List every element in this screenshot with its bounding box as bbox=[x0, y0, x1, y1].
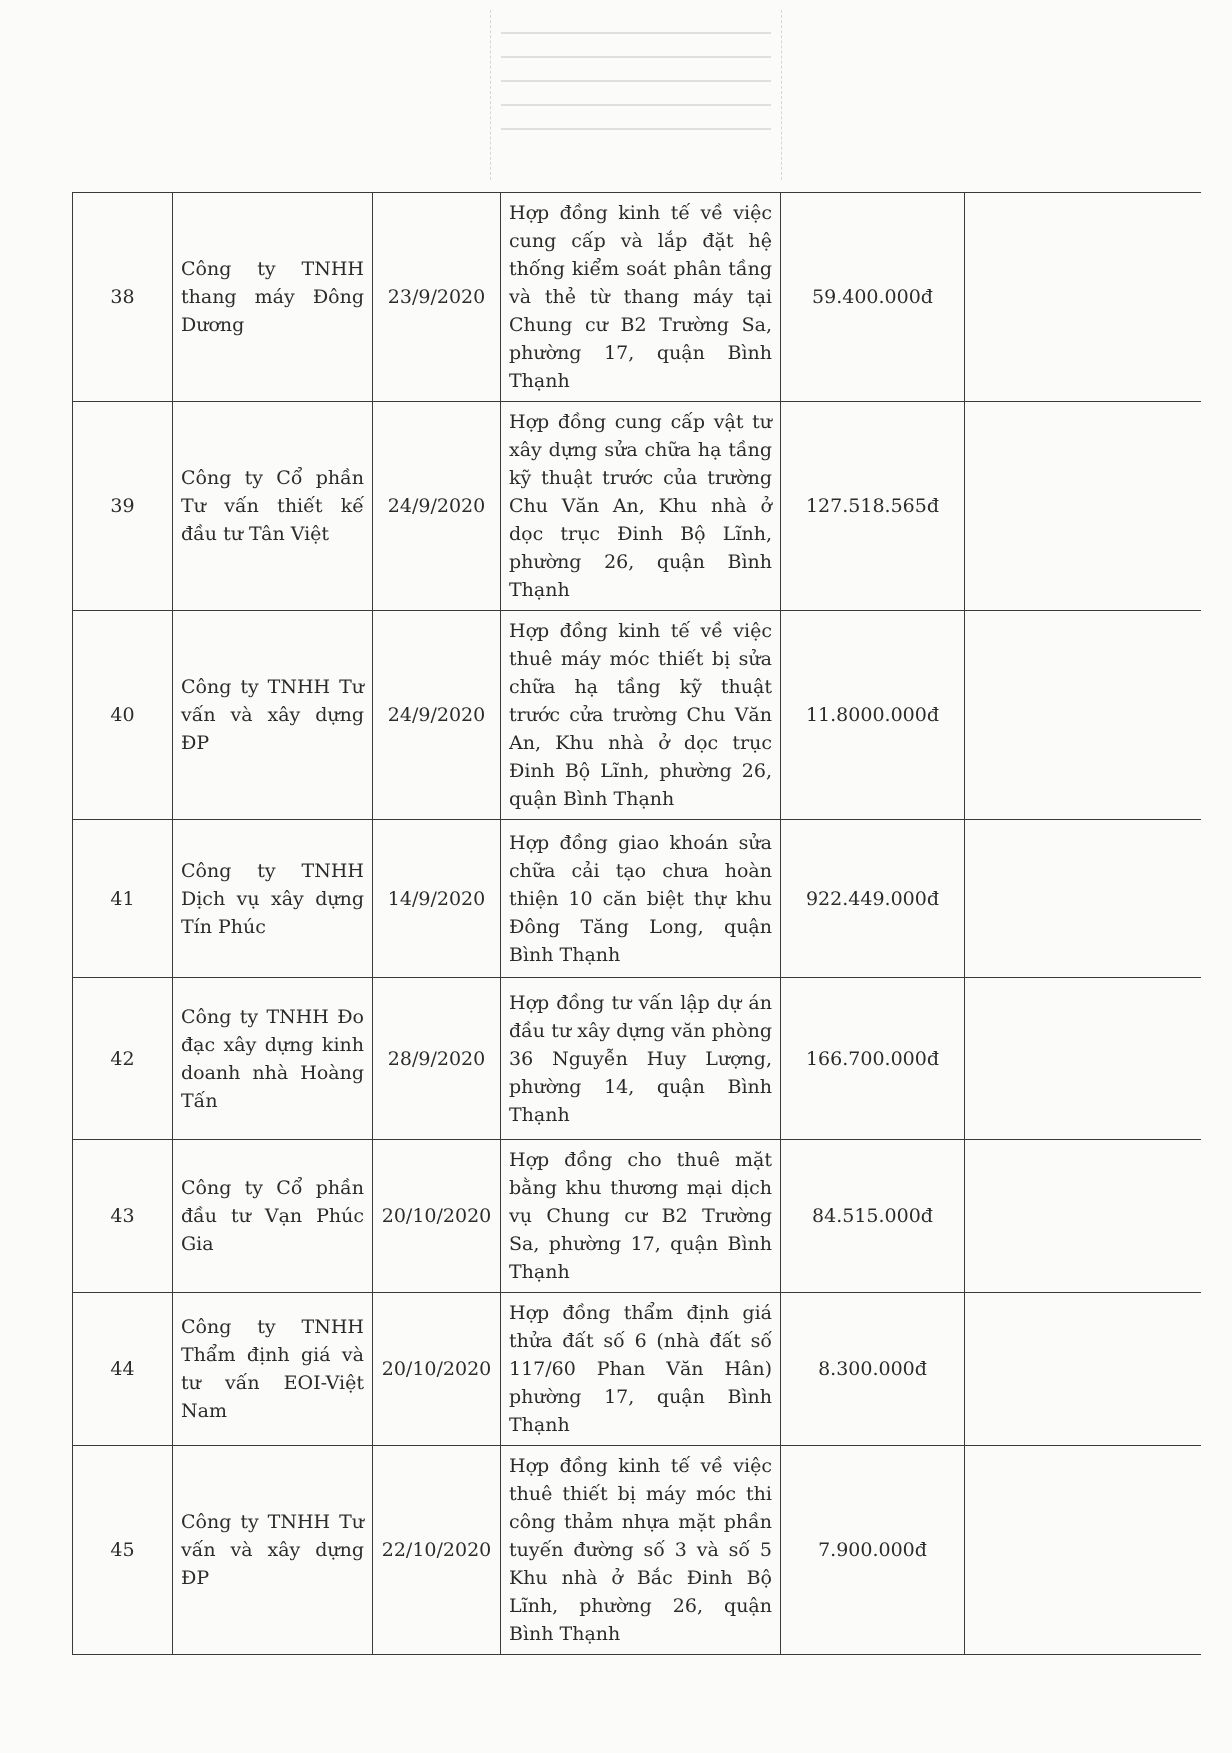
table-row bbox=[73, 1140, 1201, 1293]
contract-description: Hợp đồng kinh tế về việc thuê máy móc thiết bị sửa chữa hạ tầng kỹ thuật trước cửa trường Chu Văn An, Khu nhà ở dọc trục Đinh Bộ Lĩnh, phường 26, quận Bình Thạnh bbox=[501, 611, 781, 820]
bleed-through-text bbox=[490, 10, 782, 180]
note-cell bbox=[965, 193, 1201, 402]
contract-date: 14/9/2020 bbox=[373, 820, 501, 978]
contract-description: Hợp đồng tư vấn lập dự án đầu tư xây dựng văn phòng 36 Nguyễn Huy Lượng, phường 14, quận Bình Thạnh bbox=[501, 978, 781, 1140]
contract-date: 23/9/2020 bbox=[373, 193, 501, 402]
table-row bbox=[73, 193, 1201, 402]
table-row bbox=[73, 978, 1201, 1140]
contract-date: 22/10/2020 bbox=[373, 1446, 501, 1655]
company-name: Công ty TNHH Đo đạc xây dựng kinh doanh nhà Hoàng Tấn bbox=[173, 978, 373, 1140]
table-row bbox=[73, 820, 1201, 978]
contract-value: 7.900.000đ bbox=[781, 1446, 965, 1655]
contract-date: 28/9/2020 bbox=[373, 978, 501, 1140]
contract-description: Hợp đồng cho thuê mặt bằng khu thương mại dịch vụ Chung cư B2 Trường Sa, phường 17, quận Bình Thạnh bbox=[501, 1140, 781, 1293]
contract-date: 20/10/2020 bbox=[373, 1293, 501, 1446]
contract-value: 59.400.000đ bbox=[781, 193, 965, 402]
row-number: 42 bbox=[73, 978, 173, 1140]
table-row bbox=[73, 402, 1201, 611]
contract-description: Hợp đồng kinh tế về việc thuê thiết bị máy móc thi công thảm nhựa mặt phần tuyến đường số 3 và số 5 Khu nhà ở Bắc Đinh Bộ Lĩnh, phường 26, quận Bình Thạnh bbox=[501, 1446, 781, 1655]
company-name: Công ty TNHH Thẩm định giá và tư vấn EOI-Việt Nam bbox=[173, 1293, 373, 1446]
contract-description: Hợp đồng giao khoán sửa chữa cải tạo chưa hoàn thiện 10 căn biệt thự khu Đông Tăng Long, quận Bình Thạnh bbox=[501, 820, 781, 978]
row-number: 38 bbox=[73, 193, 173, 402]
note-cell bbox=[965, 611, 1201, 820]
company-name: Công ty TNHH Tư vấn và xây dựng ĐP bbox=[173, 1446, 373, 1655]
contract-value: 127.518.565đ bbox=[781, 402, 965, 611]
company-name: Công ty Cổ phần đầu tư Vạn Phúc Gia bbox=[173, 1140, 373, 1293]
table-row bbox=[73, 1446, 1201, 1655]
table-row bbox=[73, 1293, 1201, 1446]
row-number: 45 bbox=[73, 1446, 173, 1655]
note-cell bbox=[965, 978, 1201, 1140]
contract-description: Hợp đồng thẩm định giá thửa đất số 6 (nhà đất số 117/60 Phan Văn Hân) phường 17, quận Bình Thạnh bbox=[501, 1293, 781, 1446]
row-number: 44 bbox=[73, 1293, 173, 1446]
note-cell bbox=[965, 1140, 1201, 1293]
note-cell bbox=[965, 820, 1201, 978]
note-cell bbox=[965, 1293, 1201, 1446]
contract-value: 166.700.000đ bbox=[781, 978, 965, 1140]
contract-description: Hợp đồng cung cấp vật tư xây dựng sửa chữa hạ tầng kỹ thuật trước của trường Chu Văn An, Khu nhà ở dọc trục Đinh Bộ Lĩnh, phường 26, quận Bình Thạnh bbox=[501, 402, 781, 611]
row-number: 39 bbox=[73, 402, 173, 611]
contracts-table bbox=[72, 192, 1201, 1655]
note-cell bbox=[965, 1446, 1201, 1655]
contract-value: 84.515.000đ bbox=[781, 1140, 965, 1293]
contract-date: 20/10/2020 bbox=[373, 1140, 501, 1293]
company-name: Công ty TNHH thang máy Đông Dương bbox=[173, 193, 373, 402]
contract-description: Hợp đồng kinh tế về việc cung cấp và lắp đặt hệ thống kiểm soát phân tầng và thẻ từ thang máy tại Chung cư B2 Trường Sa, phường 17, quận Bình Thạnh bbox=[501, 193, 781, 402]
contract-date: 24/9/2020 bbox=[373, 402, 501, 611]
contract-value: 922.449.000đ bbox=[781, 820, 965, 978]
contract-value: 8.300.000đ bbox=[781, 1293, 965, 1446]
contract-value: 11.8000.000đ bbox=[781, 611, 965, 820]
company-name: Công ty TNHH Tư vấn và xây dựng ĐP bbox=[173, 611, 373, 820]
row-number: 41 bbox=[73, 820, 173, 978]
row-number: 40 bbox=[73, 611, 173, 820]
note-cell bbox=[965, 402, 1201, 611]
table-row bbox=[73, 611, 1201, 820]
company-name: Công ty Cổ phần Tư vấn thiết kế đầu tư Tân Việt bbox=[173, 402, 373, 611]
company-name: Công ty TNHH Dịch vụ xây dựng Tín Phúc bbox=[173, 820, 373, 978]
contract-date: 24/9/2020 bbox=[373, 611, 501, 820]
row-number: 43 bbox=[73, 1140, 173, 1293]
